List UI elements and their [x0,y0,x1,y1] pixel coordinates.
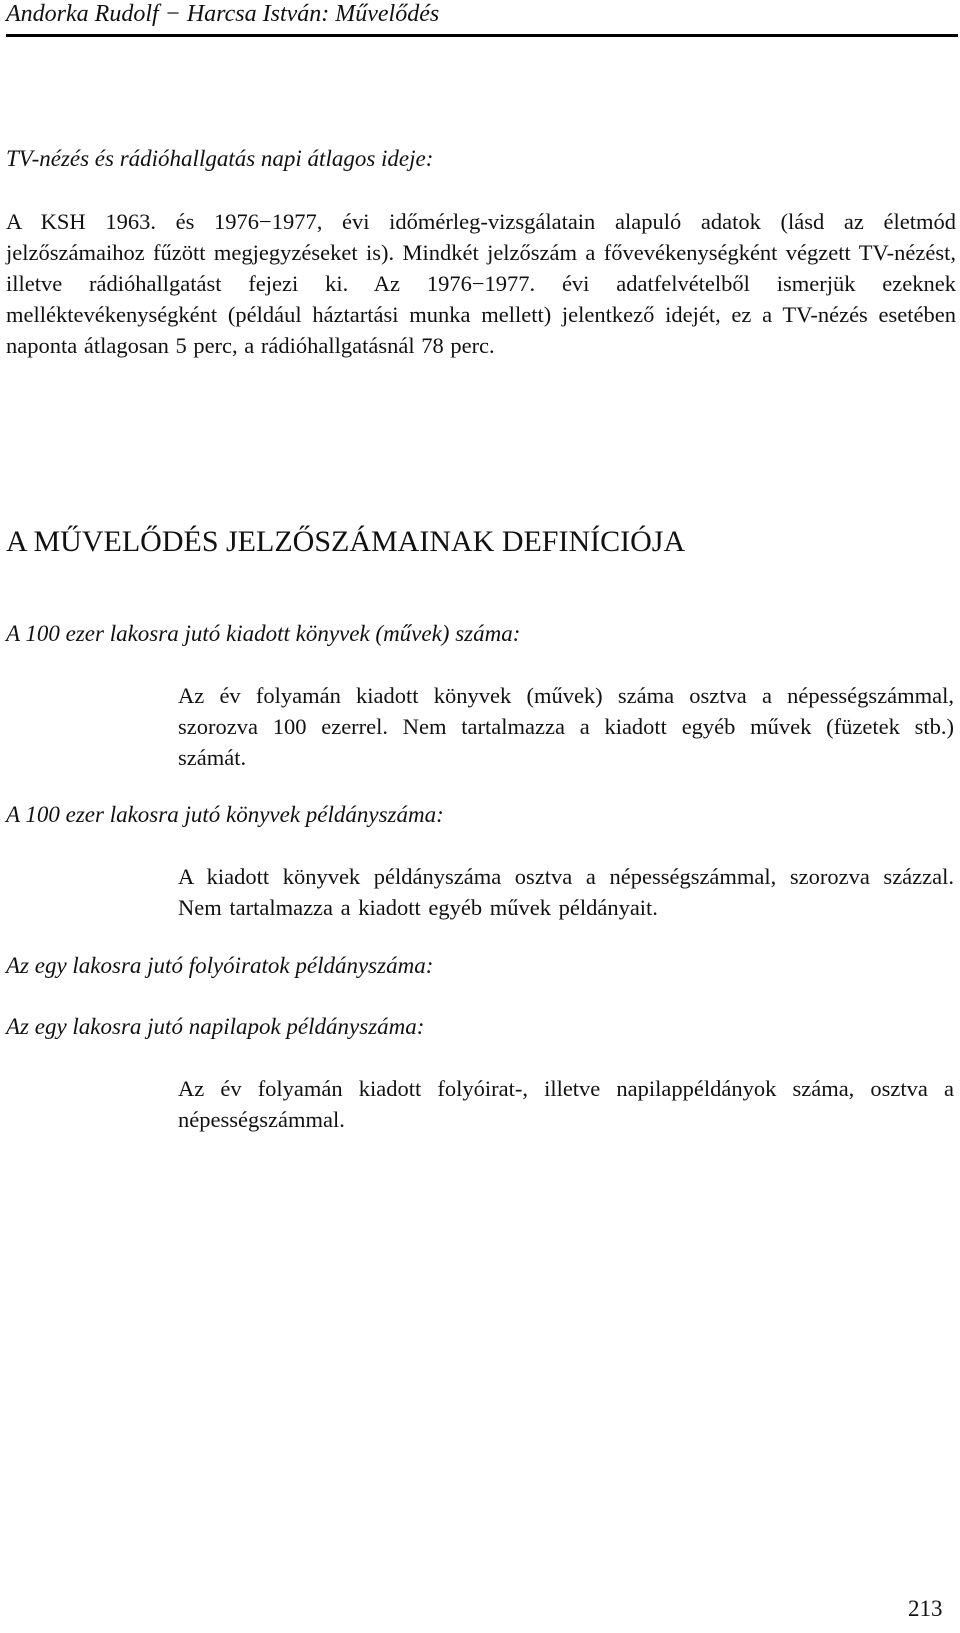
running-header [6,0,958,37]
definition-term-books-copies: A 100 ezer lakosra jutó könyvek példányszáma: [6,802,444,827]
tv-section-subtitle: TV-nézés és rádióhallgatás napi átlagos ideje: [6,146,434,171]
definition-term-periodicals: Az egy lakosra jutó folyóiratok példányszáma: [6,953,434,978]
definition-text-periodicals-dailies: Az év folyamán kiadott folyóirat-, illetve napilappéldányok száma, osztva a népességszámmal. [178,1076,954,1132]
definition-term-dailies: Az egy lakosra jutó napilapok példányszáma: [6,1014,425,1039]
page-number: 213 [908,1596,943,1621]
definitions-heading: A MŰVELŐDÉS JELZŐSZÁMAINAK DEFINÍCIÓJA [6,525,686,558]
definition-text-books-copies: A kiadott könyvek példányszáma osztva a népességszámmal, szorozva százzal. Nem tartalmazza a kiadott egyéb művek példányait. [178,864,954,920]
running-title: Andorka Rudolf − Harcsa István: Művelődés [6,1,440,27]
tv-section-paragraph: A KSH 1963. és 1976−1977, évi időmérleg-vizsgálatain alapuló adatok (lásd az életmód jelzőszámaihoz fűzött megjegyzéseket is). Mindkét jelzőszám a fővevékenységként végzett TV-nézést, illetve rádióhallgatást fejezi ki. Az 1976−1977. évi adatfelvételből ismerjük ezeknek melléktevékenységként (például háztartási munka mellett) jelentkező idejét, ez a TV-nézés esetében naponta átlagosan 5 perc, a rádióhallgatásnál 78 perc. [6,209,956,358]
definition-term-books-count: A 100 ezer lakosra jutó kiadott könyvek (művek) száma: [6,621,521,646]
definition-text-books-count: Az év folyamán kiadott könyvek (művek) száma osztva a népességszámmal, szorozva 100 ezerrel. Nem tartalmazza a kiadott egyéb művek (füzetek stb.) számát. [178,683,954,770]
